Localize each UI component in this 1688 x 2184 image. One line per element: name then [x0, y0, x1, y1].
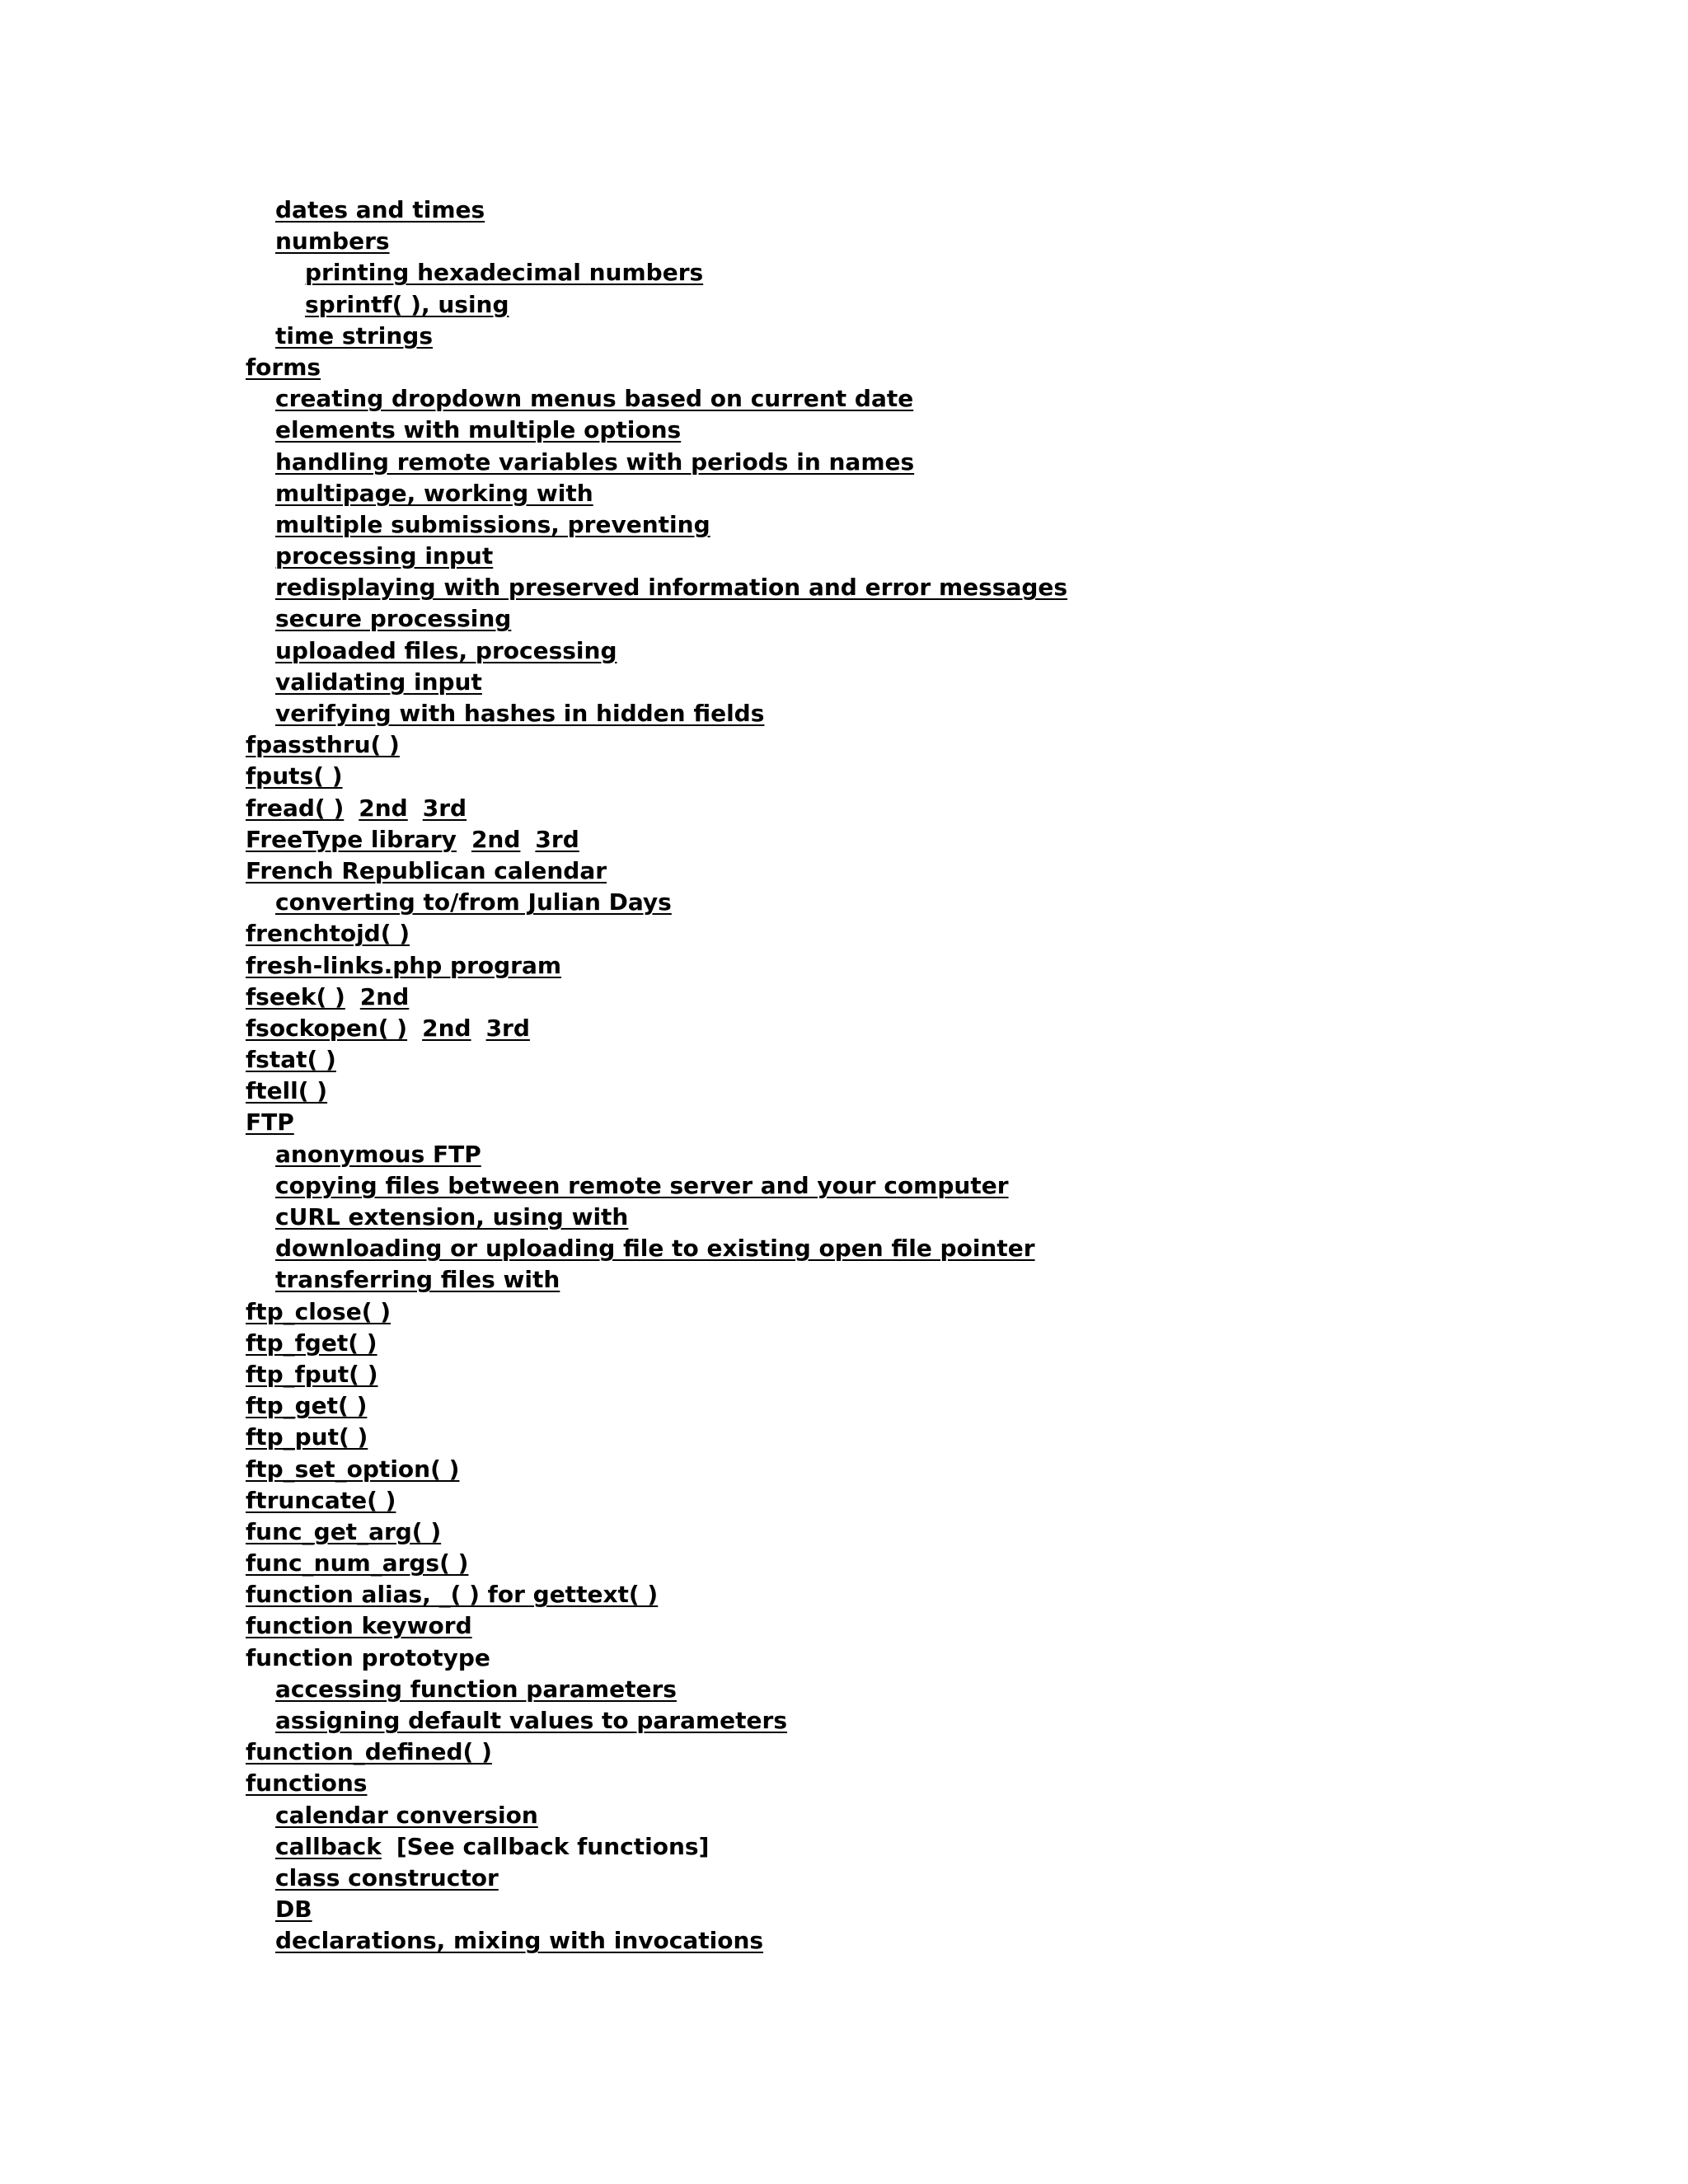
index-link[interactable]: function keyword	[246, 1612, 472, 1640]
index-link[interactable]: func_get_arg( )	[246, 1517, 442, 1545]
index-link[interactable]: ftp_set_option( )	[246, 1455, 460, 1483]
index-link[interactable]: dates and times	[275, 196, 485, 223]
index-entry-dates-and-times	[246, 194, 1067, 226]
index-entry-calendar-conversion	[246, 1800, 1067, 1831]
index-link[interactable]: DB	[275, 1896, 312, 1924]
index-entry-fresh-links-php-program	[246, 950, 1067, 982]
index-entry-downloading-or-uploading-file-to-existing-open-file-pointer	[246, 1233, 1067, 1264]
index-link[interactable]: class constructor	[275, 1863, 499, 1891]
index-entry-uploaded-files-processing	[246, 635, 1067, 667]
index-entry-func-get-arg	[246, 1516, 1067, 1548]
index-link[interactable]: fseek( )	[246, 982, 345, 1010]
index-entry-declarations-mixing-with-invocations	[246, 1925, 1067, 1957]
index-entry-numbers	[246, 226, 1067, 257]
index-link[interactable]: ftell( )	[246, 1077, 328, 1105]
index-entry-ftp-close	[246, 1296, 1067, 1328]
index-link[interactable]: ftp_fget( )	[246, 1329, 377, 1357]
index-entry-redisplaying-with-preserved-information-and-error-messages	[246, 572, 1067, 603]
index-link[interactable]: copying files between remote server and your computer	[275, 1171, 1009, 1199]
index-entry-frenchtojd	[246, 918, 1067, 949]
index-occurrence-link[interactable]: 2nd	[422, 1014, 471, 1042]
index-link[interactable]: verifying with hashes in hidden fields	[275, 700, 765, 727]
index-link[interactable]: fstat( )	[246, 1046, 336, 1074]
index-entry-ftp-put	[246, 1422, 1067, 1453]
index-list	[246, 194, 1067, 1957]
index-entry-ftp-set-option	[246, 1454, 1067, 1485]
index-link[interactable]: French Republican calendar	[246, 856, 607, 884]
index-entry-secure-processing	[246, 603, 1067, 635]
index-link[interactable]: sprintf( ), using	[305, 290, 509, 318]
index-entry-converting-to-from-julian-days	[246, 887, 1067, 918]
index-link[interactable]: forms	[246, 353, 321, 381]
index-link[interactable]: fputs( )	[246, 762, 343, 790]
index-entry-class-constructor	[246, 1863, 1067, 1894]
index-link[interactable]: ftp_fput( )	[246, 1360, 378, 1388]
index-link[interactable]: converting to/from Julian Days	[275, 888, 672, 916]
index-link[interactable]: uploaded files, processing	[275, 636, 617, 664]
index-link[interactable]: numbers	[275, 227, 390, 255]
index-link[interactable]: redisplaying with preserved information and error messages	[275, 574, 1068, 602]
index-entry-time-strings	[246, 321, 1067, 352]
index-link[interactable]: downloading or uploading file to existing open file pointer	[275, 1235, 1035, 1263]
index-entry-assigning-default-values-to-parameters	[246, 1705, 1067, 1736]
index-occurrence-link[interactable]: 2nd	[359, 794, 408, 822]
index-entry-fread	[246, 793, 1067, 824]
index-entry-ftp-get	[246, 1390, 1067, 1422]
index-link[interactable]: ftp_close( )	[246, 1297, 392, 1325]
index-entry-function-prototype	[246, 1643, 1067, 1674]
index-link[interactable]: FTP	[246, 1108, 294, 1137]
index-link[interactable]: fread( )	[246, 794, 345, 822]
index-entry-fpassthru	[246, 729, 1067, 761]
index-link[interactable]: processing input	[275, 542, 494, 570]
index-entry-transferring-files-with	[246, 1264, 1067, 1296]
index-occurrence-link[interactable]: 2nd	[471, 825, 521, 853]
index-entry-db	[246, 1894, 1067, 1925]
index-entry-curl-extension-using-with	[246, 1202, 1067, 1233]
index-link[interactable]: declarations, mixing with invocations	[275, 1927, 764, 1955]
index-entry-forms	[246, 352, 1067, 383]
index-entry-creating-dropdown-menus-based-on-current-date	[246, 383, 1067, 415]
index-entry-handling-remote-variables-with-periods-in-names	[246, 447, 1067, 478]
index-link[interactable]: anonymous FTP	[275, 1140, 481, 1168]
index-link[interactable]: transferring files with	[275, 1266, 560, 1294]
index-link[interactable]: ftp_put( )	[246, 1423, 368, 1451]
index-entry-accessing-function-parameters	[246, 1674, 1067, 1705]
index-link[interactable]: func_num_args( )	[246, 1549, 469, 1577]
index-entry-multipage-working-with	[246, 478, 1067, 509]
index-link[interactable]: multiple submissions, preventing	[275, 510, 710, 538]
index-link[interactable]: validating input	[275, 668, 482, 696]
index-entry-callback	[246, 1831, 1067, 1863]
index-occurrence-link[interactable]: 2nd	[359, 982, 410, 1010]
index-entry-copying-files-between-remote-server-and-your-computer	[246, 1170, 1067, 1202]
index-entry-function-alias-for-gettext	[246, 1579, 1067, 1610]
index-entry-validating-input	[246, 667, 1067, 698]
index-entry-functions	[246, 1768, 1067, 1799]
see-also-note: [See callback functions]	[396, 1832, 710, 1860]
index-entry-french-republican-calendar	[246, 855, 1067, 887]
index-entry-ftp	[246, 1107, 1067, 1138]
index-link[interactable]: ftp_get( )	[246, 1392, 368, 1420]
index-link[interactable]: secure processing	[275, 605, 512, 633]
index-link[interactable]: function alias, _( ) for gettext( )	[246, 1581, 659, 1609]
index-entry-ftp-fput	[246, 1359, 1067, 1390]
index-link[interactable]: handling remote variables with periods in names	[275, 448, 915, 476]
index-entry-ftp-fget	[246, 1328, 1067, 1359]
index-entry-sprintf-using	[246, 289, 1067, 321]
index-entry-ftruncate	[246, 1485, 1067, 1516]
index-entry-ftell	[246, 1076, 1067, 1107]
index-entry-fsockopen	[246, 1013, 1067, 1044]
index-entry-multiple-submissions-preventing	[246, 509, 1067, 541]
index-link[interactable]: multipage, working with	[275, 479, 593, 507]
index-link[interactable]: creating dropdown menus based on current date	[275, 385, 914, 413]
index-link[interactable]: fresh-links.php program	[246, 951, 562, 979]
index-entry-printing-hexadecimal-numbers	[246, 257, 1067, 288]
index-occurrence-link[interactable]: 3rd	[422, 794, 467, 822]
index-entry-anonymous-ftp	[246, 1139, 1067, 1170]
index-link[interactable]: FreeType library	[246, 825, 457, 853]
index-entry-function-keyword	[246, 1610, 1067, 1642]
index-link[interactable]: functions	[246, 1769, 368, 1797]
index-link[interactable]: cURL extension, using with	[275, 1203, 629, 1230]
index-link[interactable]: calendar conversion	[275, 1801, 538, 1829]
index-entry-func-num-args	[246, 1548, 1067, 1579]
index-link[interactable]: frenchtojd( )	[246, 920, 410, 948]
index-entry-fputs	[246, 761, 1067, 792]
index-link[interactable]: printing hexadecimal numbers	[305, 259, 704, 287]
index-entry-fstat	[246, 1044, 1067, 1076]
index-link[interactable]: fpassthru( )	[246, 731, 400, 759]
index-link[interactable]: function_defined( )	[246, 1738, 492, 1766]
index-entry-function-defined	[246, 1736, 1067, 1768]
index-entry-elements-with-multiple-options	[246, 415, 1067, 446]
index-entry-verifying-with-hashes-in-hidden-fields	[246, 698, 1067, 729]
index-entry-processing-input	[246, 541, 1067, 572]
index-entry-freetype-library	[246, 824, 1067, 855]
index-occurrence-link[interactable]: 3rd	[485, 1014, 530, 1042]
index-link[interactable]: fsockopen( )	[246, 1014, 408, 1042]
index-link[interactable]: time strings	[275, 321, 433, 349]
index-link[interactable]: elements with multiple options	[275, 416, 682, 444]
index-heading: function prototype	[246, 1643, 490, 1671]
index-link[interactable]: accessing function parameters	[275, 1675, 677, 1703]
index-link[interactable]: callback	[275, 1832, 382, 1860]
index-link[interactable]: assigning default values to parameters	[275, 1707, 788, 1734]
index-occurrence-link[interactable]: 3rd	[535, 825, 579, 853]
index-entry-fseek	[246, 982, 1067, 1013]
index-link[interactable]: ftruncate( )	[246, 1486, 396, 1514]
